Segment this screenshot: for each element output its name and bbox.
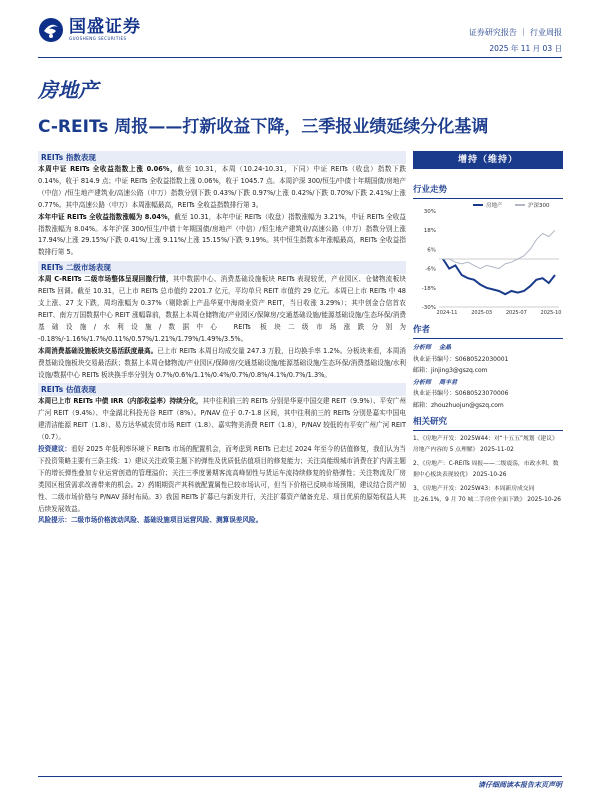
- section-heading-secondary: REITs 二级市场表现: [38, 261, 406, 274]
- analyst-email[interactable]: 邮箱：jinjing3@gszq.com: [413, 367, 488, 374]
- rating-badge: 增持（维持）: [413, 151, 563, 169]
- header-divider: [38, 57, 562, 58]
- analyst-label: 分析师: [413, 378, 432, 386]
- legend-label: 房地产: [486, 203, 503, 209]
- y-tick-label: -6%: [425, 266, 436, 273]
- analyst-label: 分析师: [413, 344, 432, 351]
- y-tick-label: 6%: [427, 247, 436, 254]
- author-heading: 作者: [413, 323, 563, 339]
- related-item[interactable]: 3、《房地产开发：2025W43：本周新房成交同比-26.1%，9 月 70 城二手房价全面下跌》 2025-10-26: [413, 486, 561, 503]
- paragraph: 本周消费基础设施板块交易活跃度最高。已上市 REITs 本周日均成交量 247.3 万股，日均换手率 1.2%。分板块来看，本周消费基础设施板块交易最活跃；数据上本周仓储物流/产业园区/保障房/交通基础设施/能源基础设施/生态环保/消费基础设施/水利设施/数据中心 REITs 板块换手率分别为 0.7%/0.6%/1.1%/0.4%/0.7%/0.8%/4.1%/0.7%/1.3%。: [38, 346, 407, 379]
- y-tick-label: -30%: [421, 305, 436, 311]
- logo-cn: 国盛证券: [69, 17, 141, 37]
- logo: [38, 17, 141, 43]
- related-list: [413, 434, 563, 506]
- page-header: [0, 0, 600, 62]
- related-heading: 相关研究: [413, 415, 563, 431]
- paragraph: 本年中证 REITs 全收益指数涨幅为 8.04%，截至 10.31，本年中证 REITs（收盘）指数涨幅为 3.21%，中证 REITs 全收益指数涨幅为 8.04%。本年沪深 300/恒生/中债十年期国债/房地产（中信）/恒生地产建筑业/高速公路（申万）指数分别上涨 17.94%/上涨 29.15%/下跌 0.41%/上涨 9.11%/上涨 15.15%/下跌 9.19%。其中恒生指数本年涨幅最高，REITs 全收益指数排行第 5。: [38, 212, 407, 257]
- main-column: [38, 151, 406, 527]
- report-date: 2025 年 11 月 03 日: [489, 44, 562, 53]
- report-title: C-REITs 周报——打新收益下降，三季报业绩延续分化基调: [38, 117, 489, 137]
- footer-divider: [38, 776, 562, 777]
- guosheng-logo-icon: [38, 17, 64, 43]
- report-type: 证券研究报告 ｜ 行业周报: [468, 28, 562, 37]
- trend-chart-svg: [413, 199, 563, 319]
- sector-title: 房地产: [38, 78, 98, 102]
- trend-chart: [413, 199, 563, 319]
- series-line: [443, 230, 555, 268]
- y-tick-label: -18%: [421, 285, 436, 292]
- analyst-email[interactable]: 邮箱：zhouzhuojun@gszq.com: [413, 401, 504, 409]
- related-item[interactable]: 1、《房地产开发：2025W44：对“十五五”规划《建议》房地产内容的 5 点理解》 2025-11-02: [413, 436, 558, 453]
- x-tick-label: 2025-07: [505, 310, 527, 316]
- series-line: [443, 259, 555, 294]
- y-tick-label: 18%: [423, 228, 436, 235]
- legend-label: 沪深300: [528, 203, 550, 209]
- footer-disclaimer: 请仔细阅读本报告末页声明: [478, 781, 562, 789]
- x-tick-label: 2024-11: [436, 310, 458, 316]
- section-heading-valuation: REITs 估值表现: [38, 383, 406, 396]
- trend-heading: 行业走势: [413, 183, 563, 199]
- logo-en: GUOSHENG SECURITIES: [69, 36, 127, 41]
- side-column: [413, 151, 563, 509]
- paragraph: 投资建议：看好 2025 年低利率环境下 REITs 市场的配置机会，而考虑到 REITs 已走过 2024 年至今的估值修复，我们认为当下投资策略主要有三条主线：1）建议关注政策主题下的弹性及优质低估值项目的修复能力；关注高能级城市消费在扩内需主题下的增长弹性叠加专业运营创造的管理溢价；关注三季度暑期客流高峰韧性与货运车流持续修复的价格弹性；关注物流及厂房类园区租赁需求改善带来的机会。2）药期期资产其科就配置属性已较市场认可，但当下价格已反映市场预期，建议结合资产韧性、二级市场价格与 P/NAV 择时布局。3）我国 REITs 扩募已与新发并行，关注扩募资产储备充足、项目优质的原始权益人其后续发展效益。: [38, 445, 407, 513]
- y-tick-label: 30%: [423, 209, 436, 215]
- paragraph: 本周已上市 REITs 中债 IRR（内部收益率）持续分化，其中往利前三的 REITs 分别是华夏中国交建 REIT（9.9%）、平安广州广河 REIT（9.4%）、中金湖北科投光谷 REIT（8%）。P/NAV 位于 0.7-1.8 区间，其中往利前三的 REITs 分别是嘉实中国电建清洁能源 REIT（1.8）、易方达华威农贸市场 REIT（1.8）、嘉实物美消费 REIT（1.8），P/NAV 较低的有平安广州广河 REIT（0.7）。: [38, 397, 407, 442]
- author-block: [413, 342, 563, 411]
- analyst-name: 金晶: [439, 344, 452, 351]
- x-tick-label: 2025-03: [471, 310, 493, 316]
- x-tick-label: 2025-10: [540, 310, 562, 316]
- analyst-name: 周丰君: [439, 378, 458, 386]
- paragraph: 风险提示：二级市场价格波动风险、基础设施项目运营风险、测算误差风险。: [38, 516, 263, 525]
- analyst-cert: 执业证书编号：S0680523070006: [413, 390, 509, 397]
- analyst-cert: 执业证书编号：S0680522030001: [413, 355, 509, 363]
- section-heading-index: REITs 指数表现: [38, 151, 406, 164]
- paragraph: 本周 C-REITs 二级市场整体呈现回撤行情，其中数据中心、消费基础设施板块 REITs 表现较优，产业园区、仓储物流板块 REITs 回调。截至 10.31，已上市 REITs 总市值约 2201.7 亿元，平均单只 REIT 市值约 29 亿元。本周已上市 REITs 中 48 支上涨、27 支下跌，周均涨幅为 0.37%（剔除新上产品华夏中海商业资产 REIT，当日收涨 3.29%）；其中创金合信首农 REIT、南方万国数据中心 REIT 涨幅靠前，数据上本周仓储物流/产业园区/保障房/交通基础设施/能源基础设施/生态环保/消费基础设施/水利设施/数据中心 REITs 板块二级市场涨跌分别为 -0.18%/-1.16%/1.7%/0.11%/0.57%/1.21%/1.79%/1.49%/3.5%。: [38, 275, 406, 343]
- related-item[interactable]: 2、《房地产：C-REITs 周报——二级震荡，市政水利、数据中心板块表现较优》 2025-10-26: [413, 461, 559, 478]
- paragraph: 本周中证 REITs 全收益指数上涨 0.06%，截至 10.31，本周（10.24-10.31，下同）中证 REITs（收盘）指数下跌 0.14%，收于 814.9 点；中证 REITs 全收益指数上涨 0.06%，收于 1045.7 点。本周沪深 300/恒生/中债十年期国债/房地产（中信）/恒生地产建筑业/高速公路（申万）指数分别下跌 0.43%/下跌 0.97%/上涨 0.42%/下跌 0.70%/下跌 2.41%/上涨 0.77%。其中高速公路（申万）本周涨幅最高，REITs 全收益指数排行第 3。: [38, 165, 407, 209]
